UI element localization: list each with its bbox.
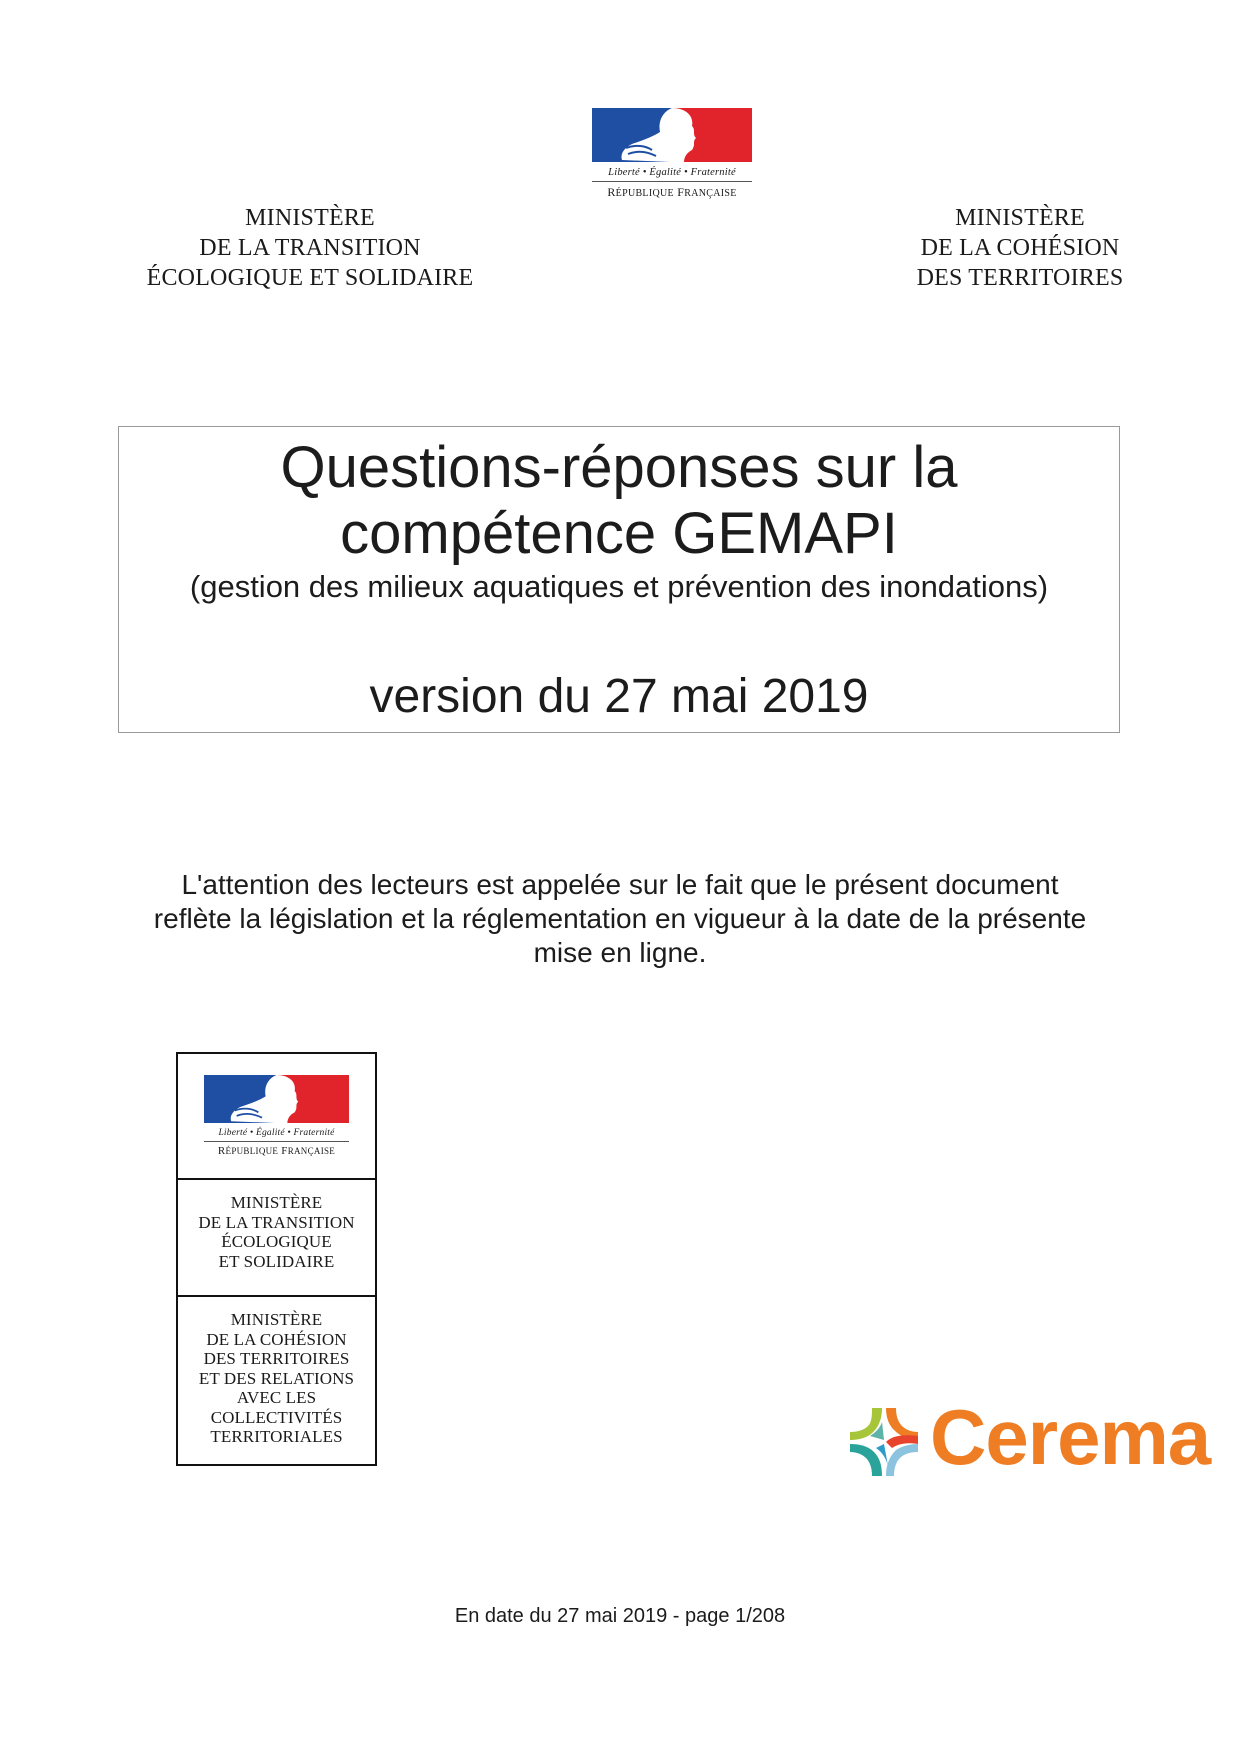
notice-line: reflète la législation et la réglementation en vigueur à la date de la présente — [153, 903, 1087, 934]
republic-motto: Liberté • Égalité • Fraternité — [204, 1128, 349, 1142]
partner-ministries-block — [176, 1052, 377, 1466]
document-version: version du 27 mai 2019 — [369, 670, 869, 723]
ministry-1-line: ÉCOLOGIQUE — [221, 1232, 332, 1251]
republique-francaise-logo — [592, 108, 752, 200]
ministry-2-line: MINISTÈRE — [230, 1310, 323, 1329]
page-footer: En date du 27 mai 2019 - page 1/208 — [454, 1605, 786, 1627]
partner-ministry-transition-section — [178, 1178, 375, 1297]
ministry-left-line: ÉCOLOGIQUE ET SOLIDAIRE — [146, 265, 474, 291]
republic-name: RÉPUBLIQUE FRANÇAISE — [607, 185, 737, 199]
ministry-ecological-transition — [130, 203, 490, 293]
ministry-2-line: AVEC LES — [236, 1388, 317, 1407]
marianne-flag-icon — [592, 108, 752, 162]
ministry-2-line: ET DES RELATIONS — [198, 1368, 355, 1388]
ministry-1-line: MINISTÈRE — [230, 1193, 323, 1212]
ministry-1-line: ET SOLIDAIRE — [218, 1251, 335, 1271]
partner-ministry-cohesion-section — [178, 1295, 375, 1464]
ministry-1-line: DE LA TRANSITION — [198, 1212, 355, 1232]
ministry-right-line: MINISTÈRE — [955, 205, 1085, 231]
notice-line: mise en ligne. — [533, 937, 707, 968]
cerema-logo-icon — [848, 1406, 920, 1478]
ministry-left-line: DE LA TRANSITION — [199, 235, 421, 261]
marianne-flag-icon — [204, 1075, 349, 1123]
title-box — [118, 426, 1120, 733]
ministry-2-line: TERRITORIALES — [210, 1427, 343, 1446]
ministry-2-line: COLLECTIVITÉS — [210, 1407, 343, 1427]
document-subtitle: (gestion des milieux aquatiques et prévention des inondations) — [189, 569, 1049, 604]
cerema-logo-text: Cerema — [930, 1393, 1211, 1481]
ministry-right-line: DE LA COHÉSION — [920, 235, 1120, 261]
republique-francaise-logo-small — [204, 1075, 349, 1157]
notice-line: L'attention des lecteurs est appelée sur le fait que le présent document — [181, 869, 1059, 900]
republic-name: RÉPUBLIQUE FRANÇAISE — [217, 1145, 336, 1157]
document-title-line-2: compétence GEMAPI — [340, 501, 898, 566]
partner-republic-section — [178, 1054, 375, 1180]
document-title-line-1: Questions-réponses sur la — [280, 435, 958, 500]
ministry-left-line: MINISTÈRE — [245, 205, 375, 231]
legal-notice — [120, 868, 1120, 970]
ministry-2-line: DES TERRITOIRES — [203, 1349, 350, 1368]
ministry-territorial-cohesion — [890, 203, 1150, 293]
ministry-2-line: DE LA COHÉSION — [206, 1329, 347, 1349]
ministry-right-line: DES TERRITOIRES — [916, 265, 1124, 291]
republic-motto: Liberté • Égalité • Fraternité — [592, 167, 752, 182]
